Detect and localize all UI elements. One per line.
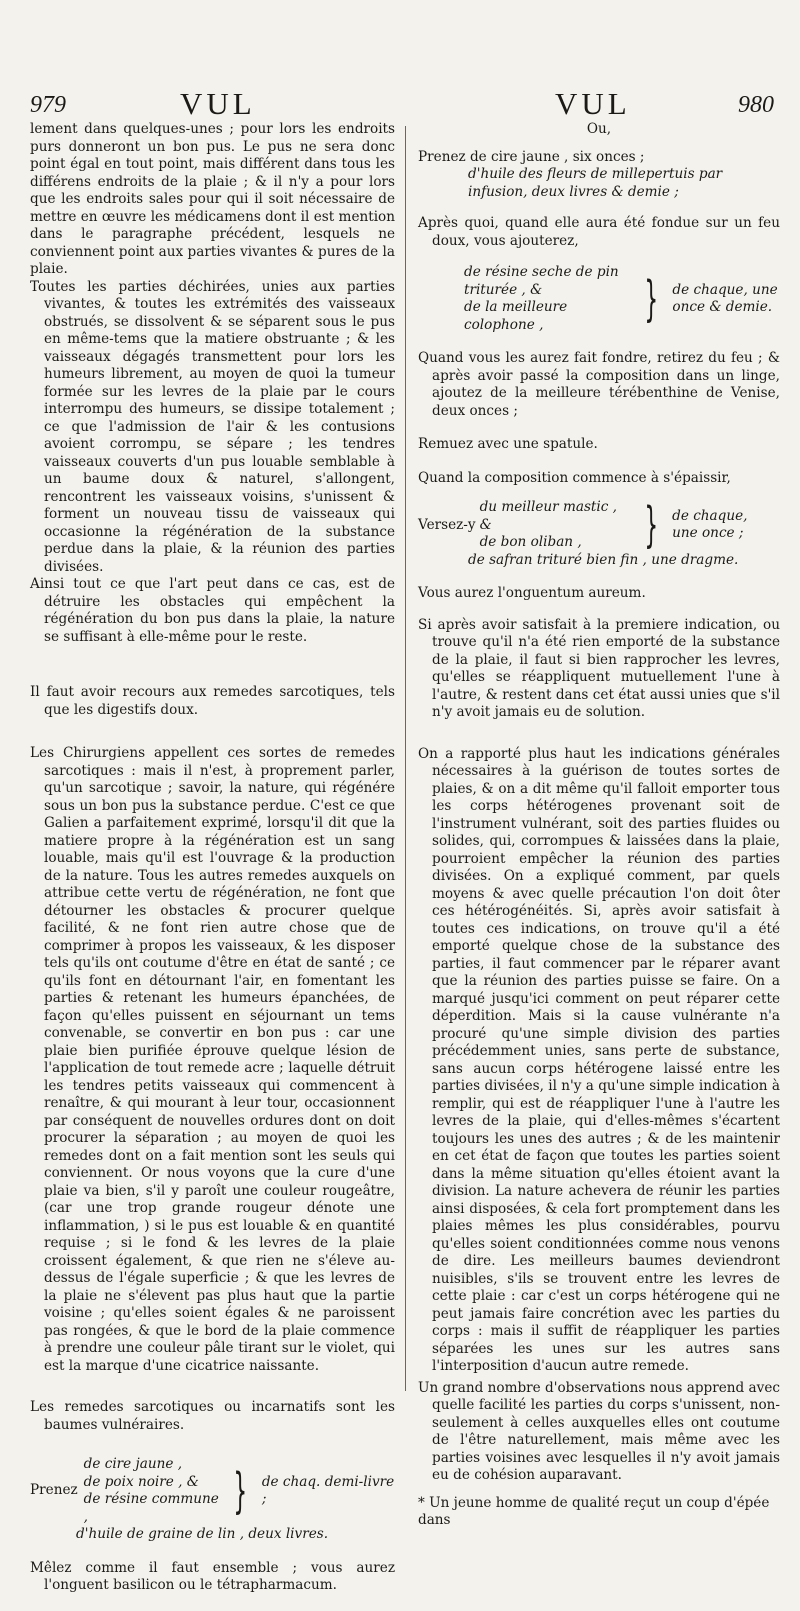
paragraph: Il faut avoir recours aux remedes sarcotiques, tels que les digestifs doux.	[30, 684, 395, 718]
recipe-quantity: de chaq. demi-livre ;	[261, 1473, 395, 1507]
recipe-item: de résine commune ,	[83, 1491, 219, 1525]
brace-glyph: }	[644, 271, 659, 327]
paragraph: Après quoi, quand elle aura été fondue sur un feu doux, vous ajouterez,	[418, 215, 780, 249]
recipe-item: du meilleur mastic , &	[479, 499, 617, 533]
right-page-number: 980	[738, 92, 774, 118]
paragraph: Ainsi tout ce que l'art peut dans ce cas, est de détruire les obstacles qui empêchent la régénération du bon pus dans la plaie, la nature se suffisant à elle-même pour le reste.	[30, 576, 395, 645]
recipe-line: Prenez de cire jaune , six onces ;	[418, 148, 645, 165]
paragraph: Vous aurez l'onguentum aureum.	[418, 585, 646, 601]
paragraph: lement dans quelques-unes ; pour lors les endroits purs donneront un bon pus. Le pus ne sera donc point égal en tout point, mais différent dans tous les différens endroits de la plaie ; & il n'y a pour lors que les endroits sales pour qui il soit nécessaire de mettre en œuvre les médicamens dont il est mention dans le paragraphe précédent, lesquels ne conviennent point aux parties vivantes & pures de la plaie.	[30, 121, 395, 277]
recipe-items	[84, 1456, 220, 1526]
paragraph: Quand la composition commence à s'épaissir,	[418, 469, 731, 486]
recipe-line: d'huile des fleurs de millepertuis par infusion, deux livres & demie ;	[468, 166, 723, 200]
paragraph: Si après avoir satisfait à la premiere indication, ou trouve qu'il n'a été rien emporté de la substance de la plaie, il faut si bien rapprocher les levres, qu'elles se réappliquent mutuellement l'une à l'autre, & restent dans cet état aussi unies que s'il n'y avoit jamais eu de solution.	[418, 616, 780, 720]
paragraph: Les remedes sarcotiques ou incarnatifs sont les baumes vulnéraires.	[30, 1399, 395, 1433]
recipe-quantity: de chaque, une once & demie.	[672, 281, 778, 315]
paragraph: Un grand nombre d'observations nous apprend avec quelle facilité les parties du corps s'unissent, non-seulement à celles auxquelles elles ont coutume de l'être naturellement, mais même avec les parties voisines avec lesquelles il n'y avoit jamais eu de cohésion auparavant.	[418, 1379, 780, 1483]
paragraph: Mêlez comme il faut ensemble ; vous aurez l'onguent basilicon ou le tétrapharmacum.	[30, 1559, 395, 1593]
recipe-item: de la meilleure colophone ,	[464, 299, 568, 333]
recipe-lead: Prenez	[30, 1482, 78, 1499]
left-page-number: 979	[30, 92, 66, 118]
recipe	[418, 264, 780, 334]
footnote-line: * Un jeune homme de qualité reçut un coup d'épée dans	[418, 1494, 770, 1528]
brace-glyph: }	[233, 1463, 248, 1519]
recipe	[418, 499, 780, 569]
column-divider	[405, 126, 406, 1391]
left-column	[30, 121, 395, 1611]
paragraph: Toutes les parties déchirées, unies aux parties vivantes, & toutes les extrémités des vaisseaux obstrués, se dissolvent & se séparent sous le pus en même-tems que la matiere obstruante ; & les vaisseaux dégagés transmettent pour lors les humeurs librement, au moyen de quoi la tumeur formée sur les levres de la plaie par le cours interrompu des humeurs, se dissipe totalement ; ce que l'admission de l'air & les contusions avoient corrompu, se sépare ; les tendres vaisseaux couverts d'un pus louable semblable à un baume doux & naturel, s'allongent, rencontrent les vaisseaux voisins, s'unissent & forment un nouveau tissu de vaisseaux qui occasionne la régénération de la substance perdue dans la plaie, & la réunion des parties divisées.	[30, 278, 395, 575]
paragraph: Les Chirurgiens appellent ces sortes de remedes sarcotiques : mais il n'est, à proprement parler, qu'un sarcotique ; savoir, la nature, qui régénére sous un bon pus la substance perdue. C'est ce que Galien a parfaitement exprimé, lorsqu'il dit que la matiere propre à la régénération est un sang louable, mais qu'il est l'ouvrage & la production de la nature. Tous les autres remedes auxquels on attribue cette vertu de régénération, ne font que détourner les obstacles & procurer quelque facilité, & ne font rien autre chose que de comprimer à propos les vaisseaux, & les disposer tels qu'ils ont coutume d'être en état de santé ; ce qu'ils font en détournant l'air, en fomentant les parties & retenant les humeurs épanchées, de façon qu'elles puissent en séjournant un tems convenable, se convertir en bon pus : car une plaie bien purifiée éprouve quelque lésion de l'application de tout remede acre ; laquelle détruit les tendres petits vaisseaux qui commencent à renaître, & qui mourant à leur tour, occasionnent par conséquent de nouvelles ordures dont on doit procurer la séparation ; au moyen de quoi les remedes dont on a fait mention sont les seuls qui conviennent. Or nous voyons que la cure d'une plaie va bien, s'il y paroît une couleur rougeâtre, (car une trop grande rougeur dénote une inflammation, ) si le pus est louable & en quantité requise ; si le fond & les levres de la plaie croissent également, & que rien ne s'éleve au-dessus de l'égale superficie ; & que les levres de la plaie ne s'élevent pas plus haut que la partie voisine ; qu'elles soient égales & ne paroissent pas rongées, & que le bord de la plaie commence à prendre une couleur pâle tirant sur le violet, qui est la marque d'une cicatrice naissante.	[30, 745, 395, 1374]
recipe-items	[480, 499, 630, 552]
recipe-item: de cire jaune ,	[83, 1456, 183, 1472]
paragraph: Quand vous les aurez fait fondre, retirez du feu ; & après avoir passé la composition dans un linge, ajoutez de la meilleure térébenthine de Venise, deux onces ;	[418, 350, 780, 419]
paragraph: Remuez avec une spatule.	[418, 436, 598, 452]
recipe-lead: Versez-y	[418, 516, 476, 533]
recipe	[30, 1456, 395, 1544]
recipe-item: de bon oliban ,	[479, 534, 582, 550]
recipe-item: de résine seche de pin triturée , &	[464, 264, 619, 298]
recipe-items	[464, 264, 630, 334]
ou-line: Ou,	[586, 121, 612, 137]
recipe-tail: de safran trituré bien fin , une dragme.	[468, 551, 739, 568]
right-headword: VUL	[555, 86, 631, 121]
left-headword: VUL	[180, 86, 256, 121]
recipe-item: de poix noire , &	[83, 1473, 199, 1490]
right-column	[418, 121, 780, 1530]
brace-glyph: }	[643, 497, 658, 554]
paragraph: On a rapporté plus haut les indications générales nécessaires à la guérison de toutes sortes de plaies, & on a dit même qu'il falloit emporter tous les corps hétérogenes provenant soit de l'instrument vulnérant, soit des parties fluides ou solides, qui, corrompues & laissées dans la plaie, pourroient empêcher la réunion des parties divisées. On a expliqué comment, par quels moyens & avec quelle précaution l'on doit ôter ces hétérogénéités. Si, après avoir satisfait à toutes ces indications, on trouve qu'il a été emporté quelque chose de la substance des parties, il faut commencer par le réparer avant que la réunion des parties puisse se faire. On a marqué jusqu'ici comment on peut réparer cette déperdition. Mais si la cause vulnérante n'a procuré qu'une simple division des parties précédemment unies, sans perte de substance, sans aucun corps hétérogene laissé entre les parties divisées, il n'y a qu'une simple indication à remplir, qui est de réappliquer l'une à l'autre les levres de la plaie, qui d'elles-mêmes s'écartent toujours les unes des autres ; & de les maintenir en cet état de façon que toutes les parties soient dans la même situation qu'elles étoient avant la division. La nature achevera de réunir les parties ainsi disposées, & cela fort promptement dans les plaies mêmes les plus considérables, pourvu qu'elles soient conditionnées comme nous venons de dire. Les meilleurs baumes deviendront nuisibles, s'ils se trouvent entre les levres de cette plaie : car c'est un corps hétérogene qui ne peut jamais faire concrétion avec les parties du corps : mais il suffit de réappliquer les parties séparées les unes sur les autres sans l'interposition d'aucun autre remede.	[418, 745, 780, 1374]
recipe-tail: d'huile de graine de lin , deux livres.	[76, 1526, 329, 1542]
recipe-quantity: de chaque, une once ;	[672, 507, 748, 542]
